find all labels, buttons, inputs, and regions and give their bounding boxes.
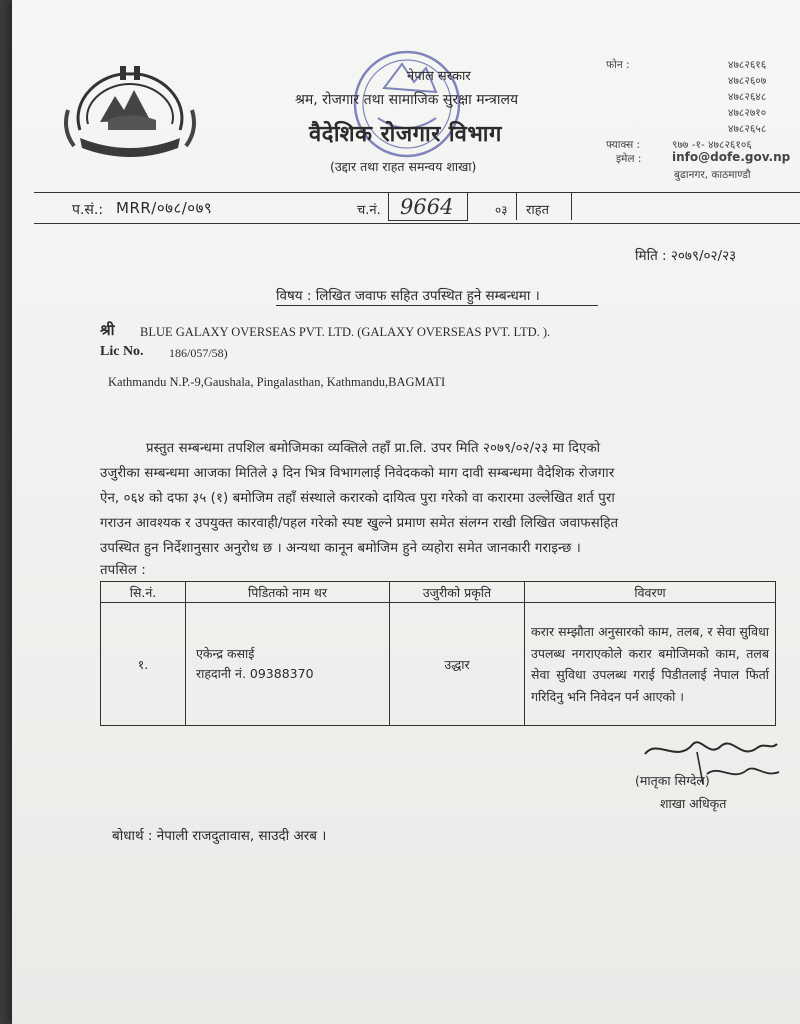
phone-number: ४७८२६०७ [728,75,767,87]
letter-page [12,0,800,1024]
fax-number: ९७७ -१- ४७८२६१०६ [672,139,752,151]
reference-label: प.सं.: [72,202,104,218]
body-line: उजुरीका सम्बन्धमा आजका मितिले ३ दिन भित्र विभागलाई निवेदकको माग दावी सम्बन्धमा वैदेशिक रोजगार [100,466,615,481]
recipient-name: BLUE GALAXY OVERSEAS PVT. LTD. (GALAXY OVERSEAS PVT. LTD. ). [140,325,551,339]
license-label: Lic No. [100,344,144,359]
column-header: सि.नं. [101,582,186,603]
tapsil-label: तपसिल : [100,563,146,578]
phone-number: ४७८२६४८ [728,91,767,103]
victim-passport: राहदानी नं. 09388370 [196,666,314,681]
column-header: विवरण [525,582,776,603]
government-name: नेपाल सरकार [407,69,471,84]
victim-name: एकेन्द्र कसाई [196,646,255,661]
body-line: उपस्थित हुन निर्देशानुसार अनुरोध छ । अन्यथा कानून बमोजिम हुने व्यहोरा समेत जानकारी गराइन्छ । [100,541,581,556]
office-location: बुढानगर, काठमाण्डौ [674,169,751,181]
body-line: ऐन, ०६४ को दफा ३५ (१) बमोजिम तहाँ संस्थाले करारको दायित्व पुरा गरेको वा करारमा उल्लेखित शर्त पुरा [100,491,615,506]
fax-label: फ्याक्स : [606,139,641,151]
nepal-emblem-icon [60,60,200,170]
victim-name-cell [186,603,390,726]
recipient-honorific: श्री [100,321,115,339]
phone-label: फोन : [606,59,630,71]
officer-title: शाखा अधिकृत [660,796,727,811]
dispatch-type: राहत [526,203,549,218]
phone-number: ४७८२७१० [728,107,767,119]
reference-number: MRR/०७८/०७९ [116,199,213,217]
complaint-details-cell: करार सम्झौता अनुसारको काम, तलब, र सेवा सुविधा उपलब्ध नगराएकोले करार बमोजिमको काम, तलब सेवा सुविधा उपलब्ध गराई पिडीतलाई नेपाल फिर्ता गरिदिनु भनि निवेदन पर्न आएको । [525,603,776,726]
dispatch-subnumber: ०३ [495,203,508,217]
phone-number: ४७८२६५८ [728,123,767,135]
table-header-row [101,582,776,603]
phone-number: ४७८२६१६ [728,59,767,71]
recipient-address: Kathmandu N.P.-9,Gaushala, Pingalasthan, Kathmandu,BAGMATI [108,375,446,389]
email-label: इमेल : [616,153,642,165]
department-name: वैदेशिक रोजगार विभाग [309,122,502,147]
complaint-type-cell: उद्धार [390,603,525,726]
subject-underline [276,305,598,306]
column-header: उजुरीको प्रकृति [390,582,525,603]
section-name: (उद्दार तथा राहत समन्वय शाखा) [330,159,477,174]
email-address: info@dofe.gov.np [672,150,791,164]
table-row [101,603,776,726]
column-header: पिडितको नाम थर [186,582,390,603]
letter-date: मिति : २०७९/०२/२३ [635,248,737,264]
license-number: 186/057/58) [169,346,228,360]
ministry-name: श्रम, रोजगार तथा सामाजिक सुरक्षा मन्त्रालय [295,92,519,108]
body-line: गराउन आवश्यक र उपयुक्त कारवाही/पहल गरेको स्पष्ट खुल्ने प्रमाण समेत संलग्न राखी लिखित जवाफसहित [100,516,619,531]
dispatch-label: च.नं. [357,203,381,218]
victim-table [100,581,776,726]
dispatch-number: 9664 [400,195,454,219]
carbon-copy: बोधार्थ : नेपाली राजदुतावास, साउदी अरब । [112,828,327,844]
letter-subject: विषय : लिखित जवाफ सहित उपस्थित हुने सम्बन्धमा । [276,288,540,304]
officer-name: (मातृका सिग्देल) [635,773,710,788]
body-line: प्रस्तुत सम्बन्धमा तपशिल बमोजिमका व्यक्तिले तहाँ प्रा.लि. उपर मिति २०७९/०२/२३ मा दिएको [146,441,601,456]
serial-number-cell: १. [101,603,186,726]
